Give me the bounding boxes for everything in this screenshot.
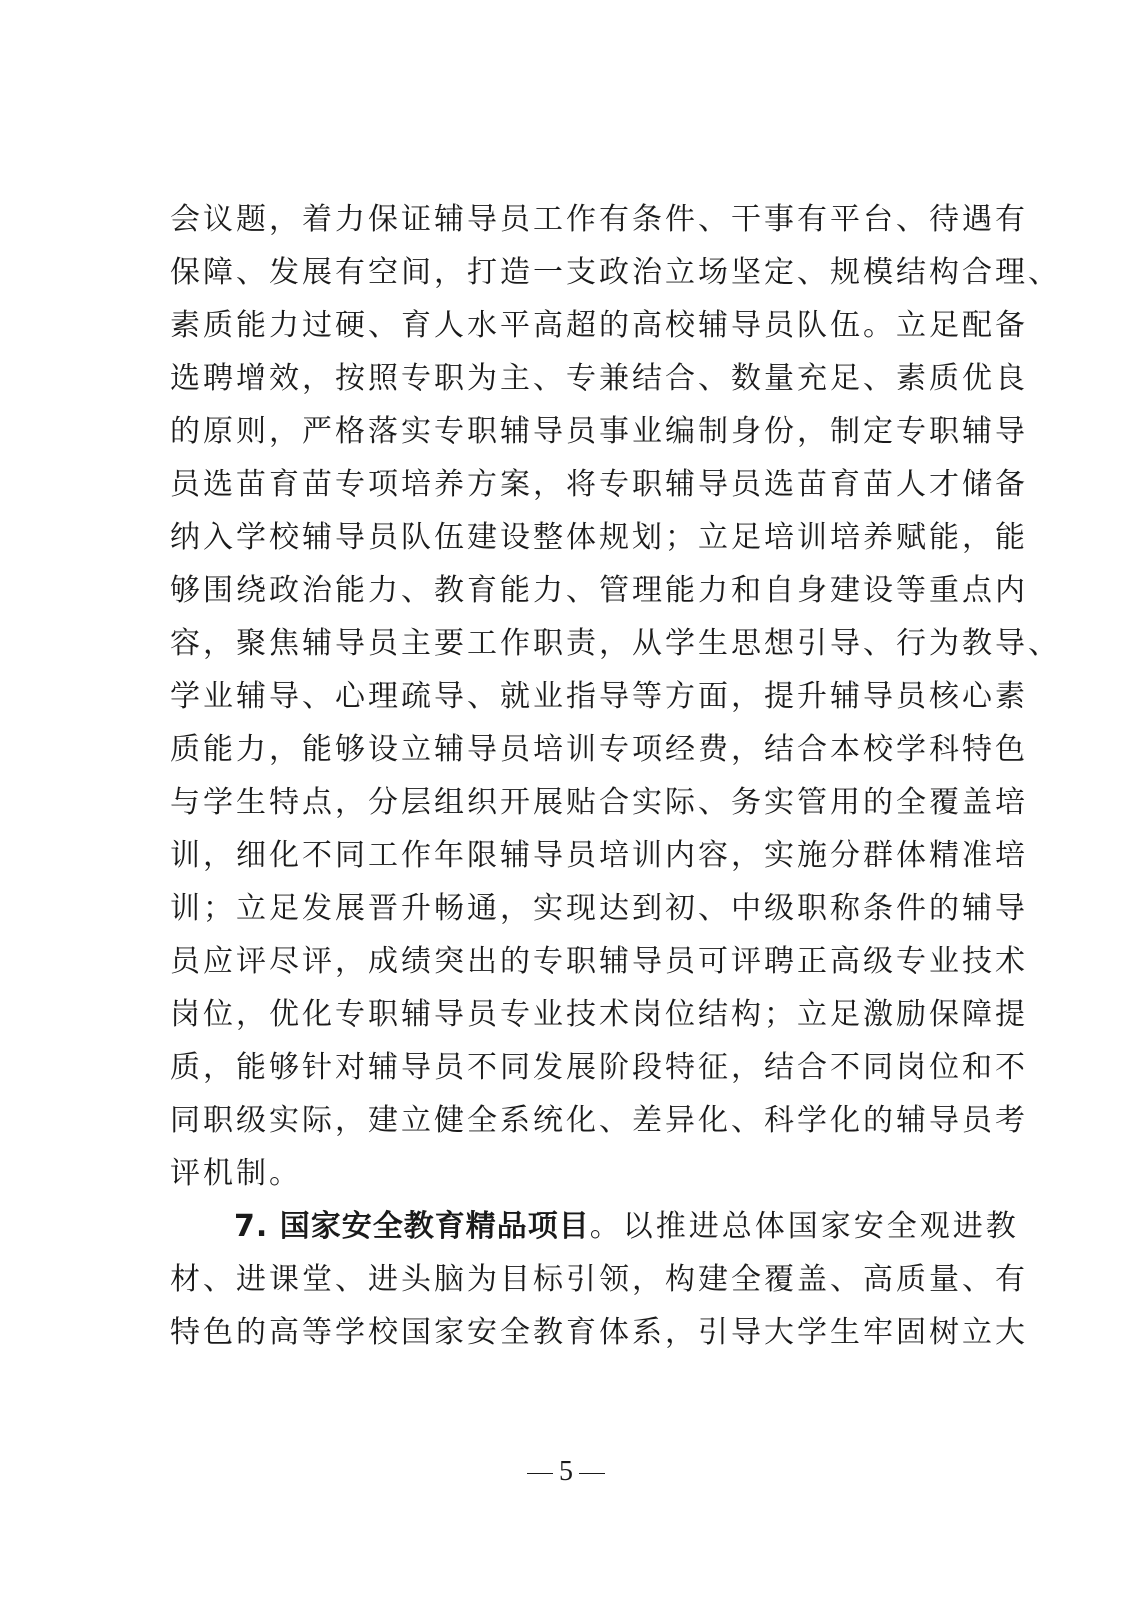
section-7-first-line [170,1200,1019,1253]
dash-right [579,1473,605,1474]
text-line: 素质能力过硬、育人水平高超的高校辅导员队伍。立足配备 [170,308,1028,343]
text-line: 纳入学校辅导员队伍建设整体规划；立足培训培养赋能，能 [170,520,1028,555]
text-line: 训，细化不同工作年限辅导员培训内容，实施分群体精准培 [170,838,1028,873]
dash-left [527,1473,553,1474]
text-line: 评机制。 [170,1156,302,1191]
text-line: 选聘增效，按照专职为主、专兼结合、数量充足、素质优良 [170,361,1028,396]
text-line: 的原则，严格落实专职辅导员事业编制身份，制定专职辅导 [170,414,1028,449]
text-line: 学业辅导、心理疏导、就业指导等方面，提升辅导员核心素 [170,679,1028,714]
text-line: 会议题，着力保证辅导员工作有条件、干事有平台、待遇有 [170,202,1028,237]
text-line: 岗位，优化专职辅导员专业技术岗位结构；立足激励保障提 [170,997,1028,1032]
text-line: 质，能够针对辅导员不同发展阶段特征，结合不同岗位和不 [170,1050,1028,1085]
text-line: 容，聚焦辅导员主要工作职责，从学生思想引导、行为教导、 [170,626,1061,661]
section-7-heading-tail: 。以推进总体国家安全观进教 [589,1209,1019,1244]
page-number-value: 5 [559,1456,573,1487]
text-line: 同职级实际，建立健全系统化、差异化、科学化的辅导员考 [170,1103,1028,1138]
text-line: 材、进课堂、进头脑为目标引领，构建全覆盖、高质量、有 [170,1262,1028,1297]
text-line: 与学生特点，分层组织开展贴合实际、务实管用的全覆盖培 [170,785,1028,820]
body-text [170,193,1061,1359]
section-7-heading: 7. 国家安全教育精品项目 [234,1209,590,1244]
text-line: 员选苗育苗专项培养方案，将专职辅导员选苗育苗人才储备 [170,467,1028,502]
text-line: 特色的高等学校国家安全教育体系，引导大学生牢固树立大 [170,1315,1028,1350]
text-line: 质能力，能够设立辅导员培训专项经费，结合本校学科特色 [170,732,1028,767]
page-number [0,1456,1132,1488]
text-line: 够围绕政治能力、教育能力、管理能力和自身建设等重点内 [170,573,1028,608]
text-line: 员应评尽评，成绩突出的专职辅导员可评聘正高级专业技术 [170,944,1028,979]
text-line: 保障、发展有空间，打造一支政治立场坚定、规模结构合理、 [170,255,1061,290]
text-line: 训；立足发展晋升畅通，实现达到初、中级职称条件的辅导 [170,891,1028,926]
